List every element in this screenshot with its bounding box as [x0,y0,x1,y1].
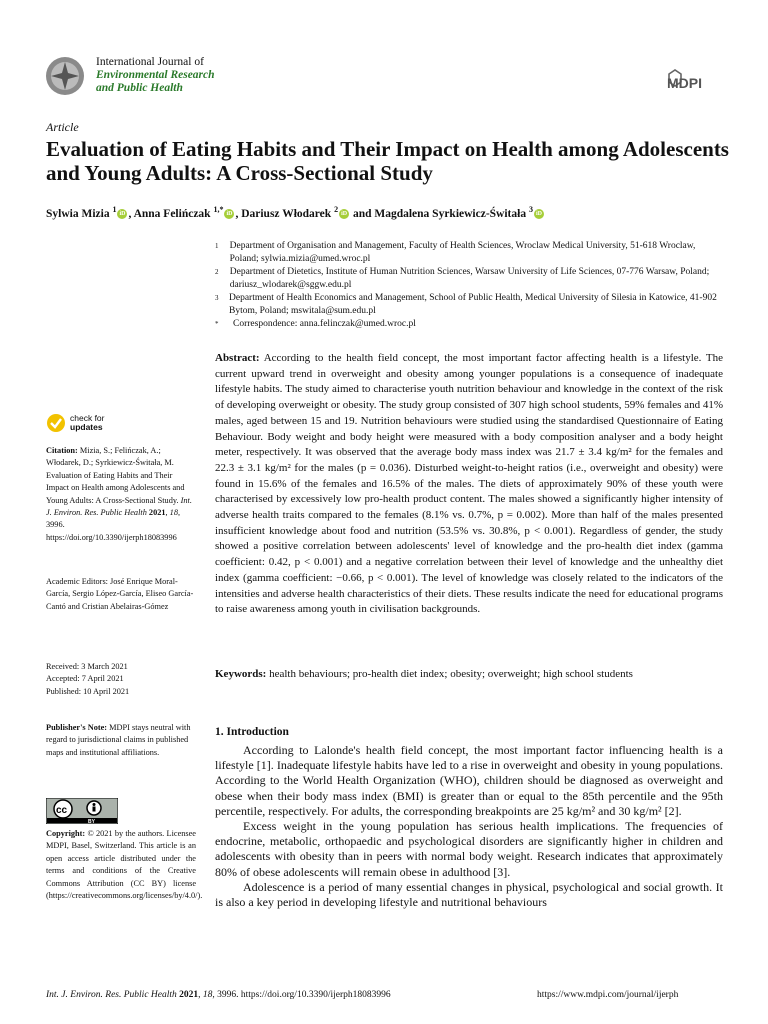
abstract [215,351,723,618]
orcid-icon[interactable]: iD [535,211,542,218]
svg-text:cc: cc [56,805,68,816]
article-type: Article [46,120,79,134]
author-name[interactable]: Dariusz Włodarek [241,207,332,220]
keywords [215,667,723,681]
orcid-icon[interactable]: iD [226,211,233,218]
affiliation-item: 1 Department of Organisation and Management, Faculty of Health Sciences, Wroclaw Medical University, 51-618 Wroclaw, Poland; sylwia.mizia@umed.wroc.pl [215,241,696,264]
abstract-label: Abstract: [215,352,260,364]
academic-editors: Academic Editors: José Enrique Moral-García, Sergio López-García, Eliseo García-Cantó and Cristian Abelairas-Gómez [46,577,194,611]
paragraph: Excess weight in the young population has serious health implications. The frequencies of endocrine, metabolic, orthopaedic and psychological disorders are significantly higher in children and adolescents with obesity than in peers with normal body weight. Research indicates that approximately 80% of obese adolescents will remain obese in adulthood [3]. [215,819,723,879]
affiliation-item: * Correspondence: anna.felinczak@umed.wroc.pl [215,319,416,329]
paragraph: According to Lalonde's health field concept, the most important factor influencing health is a lifestyle [1]. Inadequate lifestyle habits have led to a rise in overweight and obesity in young populations. According to the World Health Organization (WHO), children should be diagnosed as overweight and obese when their body mass index (BMI) is greater than or equal to the 85th percentile and the 95th percentile, respectively. For adults, the corresponding breakpoints are 25 kg/m² and 30 kg/m² [2]. [215,743,723,818]
svg-text:BY: BY [88,819,95,824]
article-title: Evaluation of Eating Habits and Their Impact on Health among Adolescents and Young Adults: A Cross-Sectional Study [46,137,729,185]
affiliation-item: 3 Department of Health Economics and Management, School of Public Health, Medical University of Silesia in Katowice, 41-902 Bytom, Poland; mswitala@sum.edu.pl [215,293,717,316]
footer-url[interactable]: https://www.mdpi.com/journal/ijerph [537,990,679,1000]
keywords-text: health behaviours; pro-health diet index; obesity; overweight; high school students [269,668,633,680]
author-list: Sylwia Mizia $^1$iD , Anna Felińczak $^{1,*}$iD , Dariusz Włodarek $^2$iD and Magdalena Syrkiewicz-Świtała $^3$iD [46,205,542,220]
body-text [215,743,723,910]
check-icon [46,413,66,433]
citation: Citation: Mizia, S.; Felińczak, A.; Włodarek, D.; Syrkiewicz-Świtała, M. Evaluation of Eating Habits and Their Impact on Health among Adolescents and Young Adults: A Cross-Sectional Study. Int. J. Environ. Res. Public Health 2021, 18, 3996. https://doi.org/10.3390/ijerph18083996 [46,446,192,542]
check-for-updates-button[interactable]: check for updates [46,413,105,433]
mdpi-logo [665,68,719,97]
affiliations [215,240,725,331]
author-name[interactable]: Sylwia Mizia [46,207,110,220]
keywords-label: Keywords: [215,668,267,680]
svg-text:MDPI: MDPI [667,75,702,91]
footer-citation: Int. J. Environ. Res. Public Health 2021, 18, 3996. https://doi.org/10.3390/ijerph18083996 [46,990,391,1000]
author-name[interactable]: Anna Felińczak [133,207,211,220]
dates: Received: 3 March 2021 Accepted: 7 April 2021 Published: 10 April 2021 [46,662,130,696]
abstract-text: According to the health field concept, the most important factor affecting health is a lifestyle. The current upward trend in overweight and obesity among younger populations is a consequence of inadequate lifestyle habits. The study aimed to characterise youth nutrition behaviour and knowledge in the context of the risk of developing overweight or obesity. The study group consisted of 307 high school students, 59% females and 41% males, aged between 15 and 19. Nutrition behaviours were studied using the standardised Questionnaire of Eating Behaviour. Body weight and body height were measured with a body composition analyser and a body height meter, respectively. It was observed that the average body mass index was 21.7 ± 3.4 kg/m² for the females and 22.3 ± 3.1 kg/m² for the males (p = 0.036). Disturbed weight-to-height ratios (i.e., overweight and obesity) were found in 15.6% of the females and 16.5% of the males. The diets of approximately 90% of these youth were characterised by excessively low pro-health product content. The males showed a significantly higher intensity of adverse health traits compared to the females (8.1% vs. 0.7%, p = 0.002). More than half of the males presented insufficient knowledge about food and nutrition (53.5% vs. 30.8%, p < 0.001). Regardless of gender, the study showed a positive correlation between adolescents' level of knowledge and the pro-health diet index (gamma coefficient: 0.42, p < 0.001) and a negative correlation between their level of knowledge and the unhealthy diet index (gamma coefficient: −0.66, p < 0.001). The level of knowledge was closely related to the indicators of the intensities and adverse health characteristics of their diets. These results indicate the need for educational programs to raise awareness among youth in civilisation backgrounds. [215,352,723,616]
cc-by-license-icon[interactable] [46,798,118,824]
affiliation-item: 2 Department of Dietetics, Institute of Human Nutrition Sciences, Warsaw University of Life Sciences, 07-776 Warsaw, Poland; dariusz_wlodarek@sggw.edu.pl [215,267,710,290]
journal-name: International Journal of Environmental Research and Public Health [96,56,215,94]
orcid-icon[interactable]: iD [341,211,348,218]
orcid-icon[interactable]: iD [119,211,126,218]
paragraph: Adolescence is a period of many essential changes in physical, psychological and social growth. It is also a key period in developing lifestyle and nutritional behaviours [215,879,723,910]
section-heading: 1. Introduction [215,726,289,738]
author-name[interactable]: Magdalena Syrkiewicz-Świtała [374,207,527,220]
journal-logo [44,55,86,97]
copyright: Copyright: © 2021 by the authors. Licensee MDPI, Basel, Switzerland. This article is an open access article distributed under the terms and conditions of the Creative Commons Attribution (CC BY) license (https://creativecommons.org/licenses/by/4.0/). [46,829,203,901]
publishers-note: Publisher's Note: MDPI stays neutral with regard to jurisdictional claims in published maps and institutional affiliations. [46,723,191,757]
